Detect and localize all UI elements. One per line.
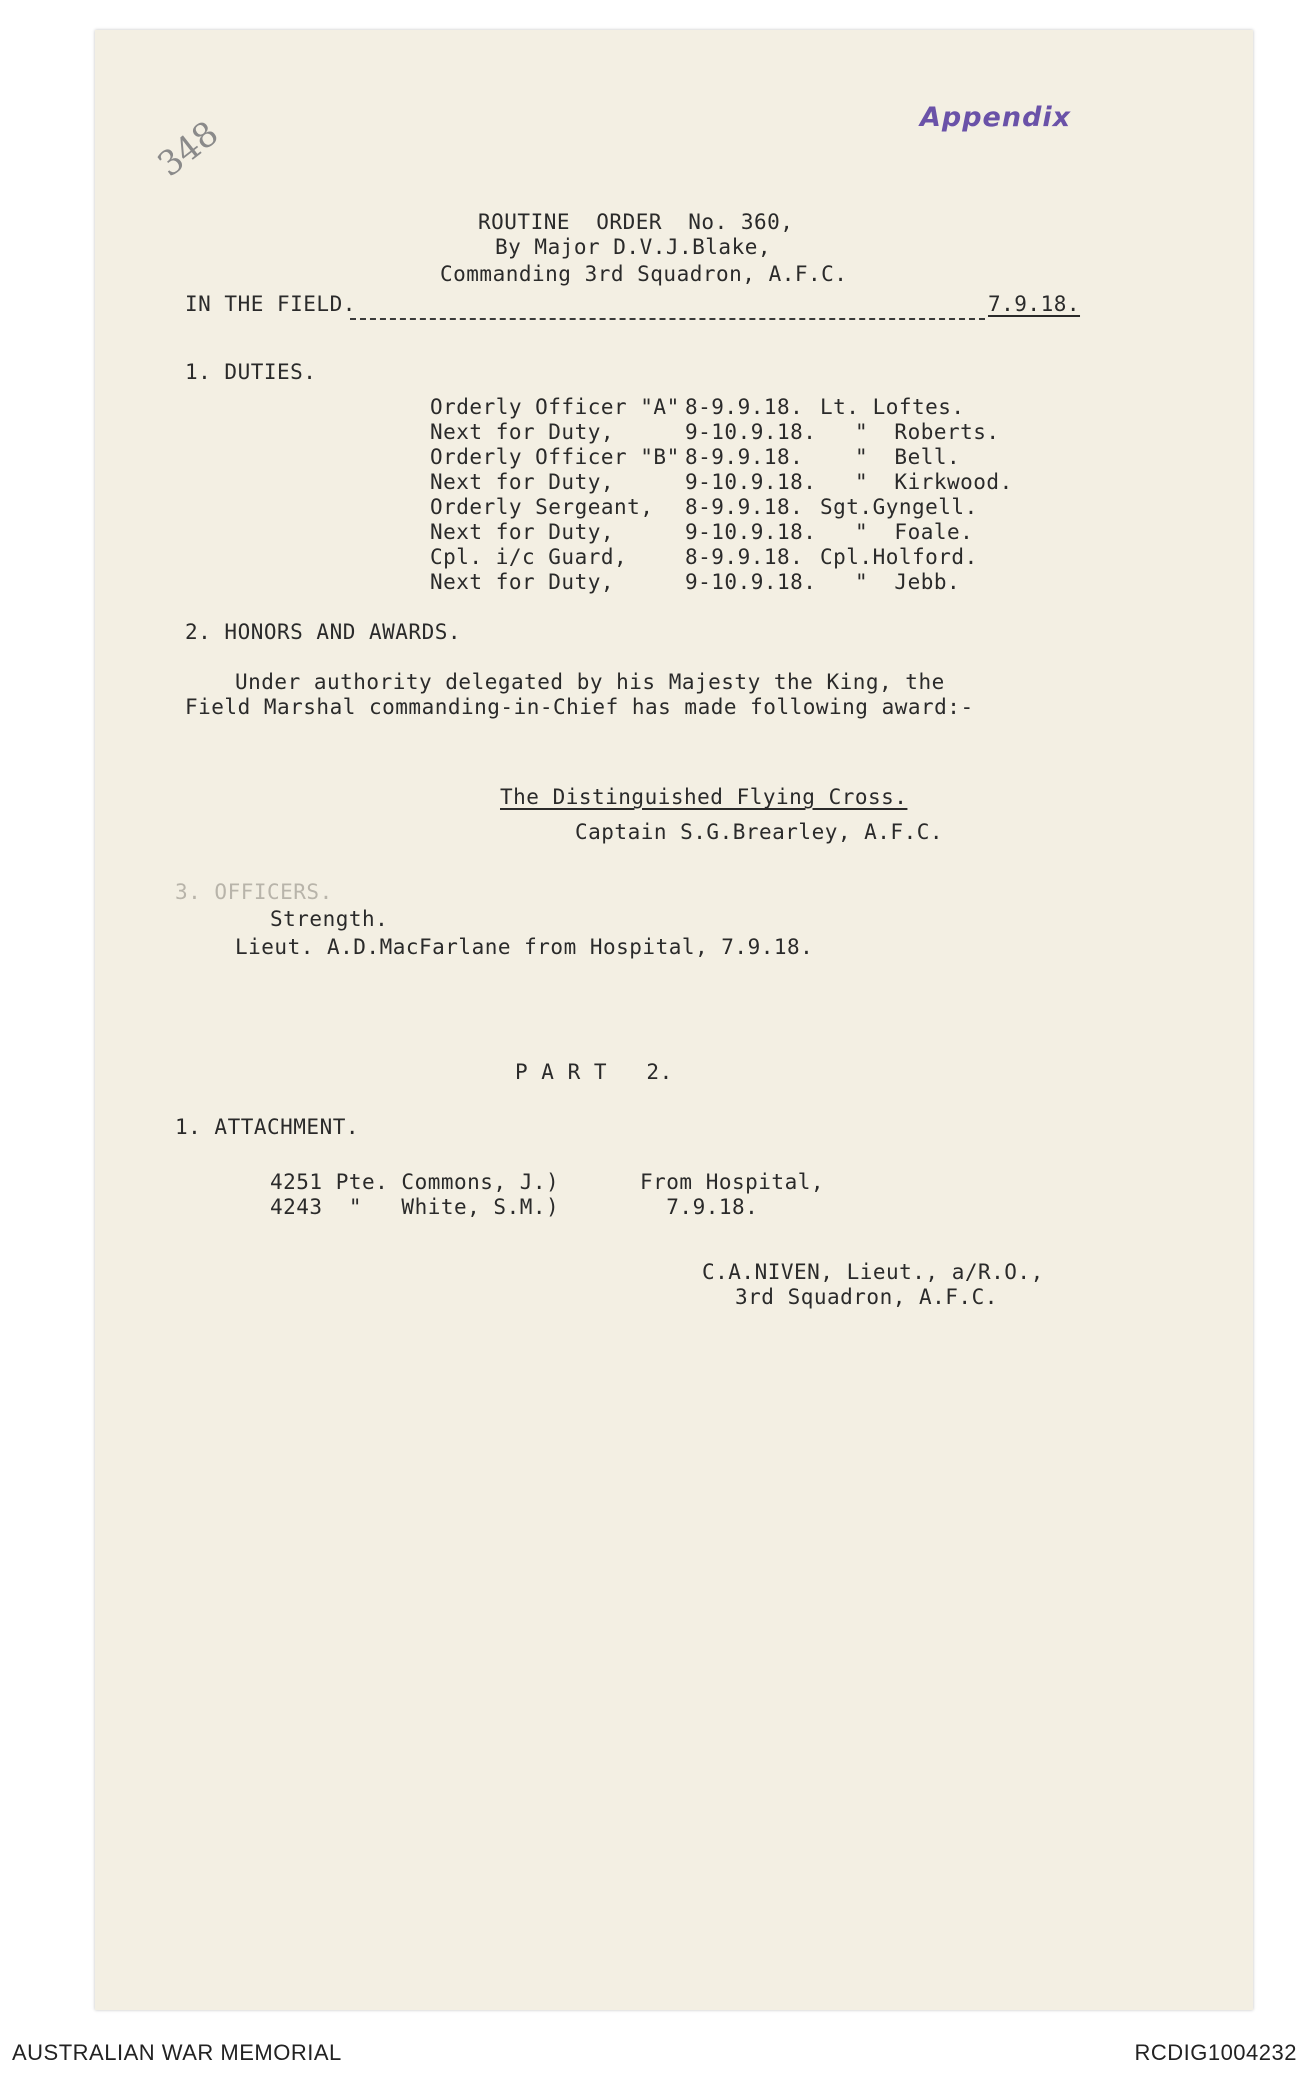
duty-name: Lt. Loftes. xyxy=(820,395,965,419)
duty-role: Next for Duty, xyxy=(430,570,615,594)
duty-role: Next for Duty, xyxy=(430,470,615,494)
honours-paragraph-1: Under authority delegated by his Majesty the King, the xyxy=(235,670,945,694)
award-name: The Distinguished Flying Cross. xyxy=(500,785,908,809)
duty-name: Sgt.Gyngell. xyxy=(820,495,978,519)
officers-entry: Lieut. A.D.MacFarlane from Hospital, 7.9.18. xyxy=(235,935,814,959)
duty-role: Cpl. i/c Guard, xyxy=(430,545,628,569)
heading-date: 7.9.18. xyxy=(988,292,1081,316)
duty-date: 9-10.9.18. xyxy=(685,470,817,494)
footer-institution: AUSTRALIAN WAR MEMORIAL xyxy=(12,2040,342,2065)
duty-name: " Kirkwood. xyxy=(855,470,1013,494)
duty-name: " Foale. xyxy=(855,520,974,544)
signature-unit: 3rd Squadron, A.F.C. xyxy=(735,1285,998,1309)
duty-name: " Jebb. xyxy=(855,570,961,594)
attachment-row-right: From Hospital, xyxy=(640,1170,825,1194)
duty-role: Orderly Officer "A" xyxy=(430,395,680,419)
duty-date: 8-9.9.18. xyxy=(685,445,804,469)
duty-role: Orderly Officer "B" xyxy=(430,445,680,469)
honours-paragraph-2: Field Marshal commanding-in-Chief has made following award:- xyxy=(185,695,974,719)
attachment-title: 1. ATTACHMENT. xyxy=(175,1115,360,1139)
heading-place: IN THE FIELD. xyxy=(185,292,356,316)
award-recipient: Captain S.G.Brearley, A.F.C. xyxy=(575,820,944,844)
duty-name: " Bell. xyxy=(855,445,961,469)
duty-role: Next for Duty, xyxy=(430,520,615,544)
part-2-title: P A R T 2. xyxy=(515,1060,673,1084)
officers-subheading: Strength. xyxy=(270,907,389,931)
heading-author: By Major D.V.J.Blake, xyxy=(495,235,772,259)
heading-command: Commanding 3rd Squadron, A.F.C. xyxy=(440,262,848,286)
officers-title: 3. OFFICERS. xyxy=(175,880,333,904)
duty-date: 8-9.9.18. xyxy=(685,395,804,419)
appendix-stamp: Appendix xyxy=(920,102,1072,133)
folio-number: 348 xyxy=(150,113,227,185)
attachment-row-right: 7.9.18. xyxy=(640,1195,759,1219)
duty-name: " Roberts. xyxy=(855,420,1000,444)
attachment-row-left: 4251 Pte. Commons, J.) xyxy=(270,1170,560,1194)
duty-date: 9-10.9.18. xyxy=(685,420,817,444)
signature-name: C.A.NIVEN, Lieut., a/R.O., xyxy=(702,1260,1044,1284)
heading-rule xyxy=(350,318,985,320)
duty-date: 8-9.9.18. xyxy=(685,545,804,569)
document-page xyxy=(95,30,1253,2010)
duty-date: 9-10.9.18. xyxy=(685,570,817,594)
duty-role: Next for Duty, xyxy=(430,420,615,444)
duty-date: 9-10.9.18. xyxy=(685,520,817,544)
duty-name: Cpl.Holford. xyxy=(820,545,978,569)
attachment-row-left: 4243 " White, S.M.) xyxy=(270,1195,560,1219)
honours-title: 2. HONORS AND AWARDS. xyxy=(185,620,462,644)
duty-date: 8-9.9.18. xyxy=(685,495,804,519)
footer-record-id: RCDIG1004232 xyxy=(1134,2040,1297,2065)
heading-title: ROUTINE ORDER No. 360, xyxy=(478,210,794,234)
duty-role: Orderly Sergeant, xyxy=(430,495,654,519)
duties-title: 1. DUTIES. xyxy=(185,360,317,384)
